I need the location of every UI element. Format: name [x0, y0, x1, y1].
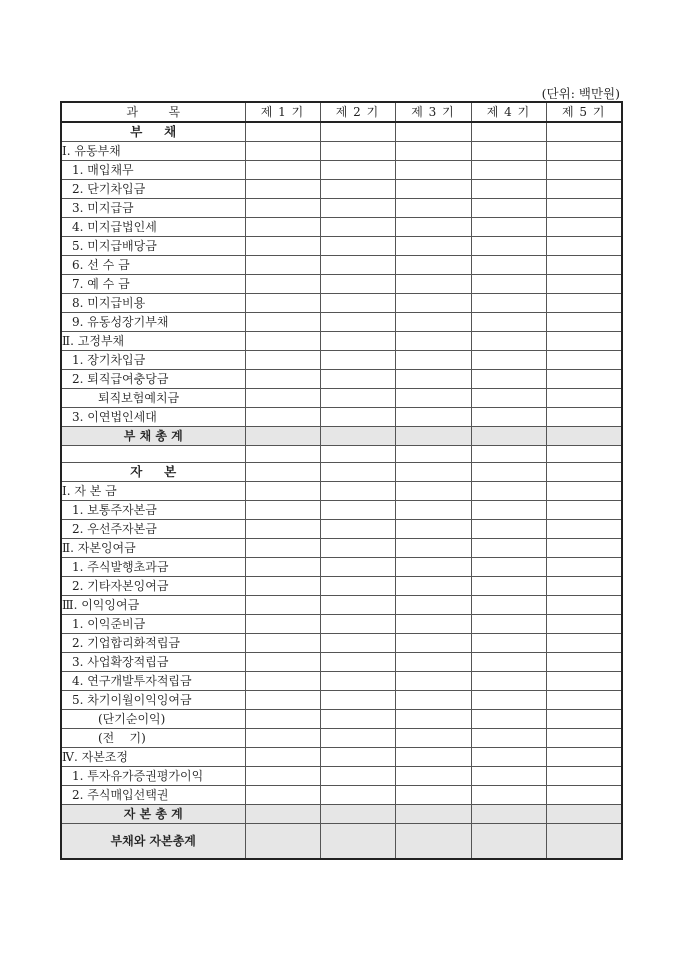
balance-sheet-table: [60, 101, 623, 860]
row-label: Ⅱ. 고정부채: [61, 332, 245, 351]
value-cell-period-5[interactable]: [546, 122, 622, 142]
row-label: 3. 사업확장적립금: [61, 653, 245, 672]
value-cell-period-4[interactable]: [471, 672, 546, 691]
value-cell-period-2[interactable]: [320, 122, 395, 142]
value-cell-period-4[interactable]: [471, 463, 546, 482]
value-cell-period-4[interactable]: [471, 161, 546, 180]
value-cell-period-3[interactable]: [395, 275, 471, 294]
table-body: [61, 122, 622, 859]
row-label: (단기순이익): [61, 710, 245, 729]
value-cell-period-1[interactable]: [245, 408, 320, 427]
value-cell-period-4[interactable]: [471, 653, 546, 672]
value-cell-period-3[interactable]: [395, 615, 471, 634]
total-label: 부 채 총 계: [61, 427, 245, 446]
table-row: [61, 482, 622, 501]
unit-label: (단위: 백만원): [541, 86, 620, 101]
value-cell-period-2[interactable]: [320, 748, 395, 767]
value-cell-period-5[interactable]: [546, 332, 622, 351]
value-cell-period-5[interactable]: [546, 691, 622, 710]
value-cell-period-5[interactable]: [546, 710, 622, 729]
row-label: (전 기): [61, 729, 245, 748]
table-row: [61, 122, 622, 142]
value-cell-period-5[interactable]: [546, 482, 622, 501]
value-cell-period-1[interactable]: [245, 482, 320, 501]
spacer-row: [61, 446, 622, 463]
value-cell-period-4[interactable]: [471, 596, 546, 615]
value-cell-period-4[interactable]: [471, 294, 546, 313]
row-label: 2. 단기차입금: [61, 180, 245, 199]
value-cell-period-5[interactable]: [546, 729, 622, 748]
row-label: 1. 투자유가증권평가이익: [61, 767, 245, 786]
value-cell-period-1[interactable]: [245, 463, 320, 482]
column-header-item: 과 목: [61, 102, 245, 122]
value-cell-period-2[interactable]: [320, 142, 395, 161]
value-cell-period-2[interactable]: [320, 634, 395, 653]
column-header-period-3: 제 3 기: [395, 102, 471, 122]
value-cell-period-5[interactable]: [546, 558, 622, 577]
value-cell-period-3[interactable]: [395, 256, 471, 275]
row-label: Ⅰ. 유동부채: [61, 142, 245, 161]
value-cell-period-1[interactable]: [245, 615, 320, 634]
row-label: Ⅳ. 자본조정: [61, 748, 245, 767]
table-row: [61, 237, 622, 256]
value-cell-period-4[interactable]: [471, 539, 546, 558]
row-label: 2. 기업합리화적립금: [61, 634, 245, 653]
row-label: 퇴직보험예치금: [61, 389, 245, 408]
table-row: [61, 294, 622, 313]
row-label: 1. 이익준비금: [61, 615, 245, 634]
table-row: [61, 256, 622, 275]
value-cell-period-3[interactable]: [395, 539, 471, 558]
value-cell-period-1[interactable]: [245, 275, 320, 294]
value-cell-period-5[interactable]: [546, 142, 622, 161]
value-cell-period-5[interactable]: [546, 161, 622, 180]
value-cell-period-1[interactable]: [245, 558, 320, 577]
value-cell-period-5[interactable]: [546, 275, 622, 294]
table-row: [61, 748, 622, 767]
table-row: [61, 539, 622, 558]
value-cell-period-3[interactable]: [395, 786, 471, 805]
value-cell-period-5[interactable]: [546, 520, 622, 539]
value-cell-period-2[interactable]: [320, 180, 395, 199]
value-cell-period-1[interactable]: [245, 672, 320, 691]
row-label: 6. 선 수 금: [61, 256, 245, 275]
value-cell-period-5[interactable]: [546, 427, 622, 446]
value-cell-period-2[interactable]: [320, 427, 395, 446]
value-cell-period-4[interactable]: [471, 786, 546, 805]
row-label: 2. 주식매입선택권: [61, 786, 245, 805]
table-row: [61, 691, 622, 710]
value-cell-period-2[interactable]: [320, 218, 395, 237]
value-cell-period-1[interactable]: [245, 653, 320, 672]
value-cell-period-2[interactable]: [320, 294, 395, 313]
value-cell-period-2[interactable]: [320, 539, 395, 558]
value-cell-period-2[interactable]: [320, 824, 395, 860]
value-cell-period-1[interactable]: [245, 142, 320, 161]
row-label: 4. 미지급법인세: [61, 218, 245, 237]
row-label: 2. 우선주자본금: [61, 520, 245, 539]
value-cell-period-1[interactable]: [245, 748, 320, 767]
table-row: [61, 389, 622, 408]
value-cell-period-4[interactable]: [471, 634, 546, 653]
value-cell-period-5[interactable]: [546, 596, 622, 615]
value-cell-period-1[interactable]: [245, 256, 320, 275]
value-cell-period-2[interactable]: [320, 577, 395, 596]
row-label: 2. 퇴직급여충당금: [61, 370, 245, 389]
row-label: 4. 연구개발투자적립금: [61, 672, 245, 691]
value-cell-period-3[interactable]: [395, 218, 471, 237]
value-cell-period-2[interactable]: [320, 161, 395, 180]
value-cell-period-3[interactable]: [395, 482, 471, 501]
section-liabilities: 부 채: [61, 122, 245, 142]
value-cell-period-1[interactable]: [245, 539, 320, 558]
value-cell-period-2[interactable]: [320, 351, 395, 370]
row-label: 5. 미지급배당금: [61, 237, 245, 256]
value-cell-period-3[interactable]: [395, 596, 471, 615]
value-cell-period-2[interactable]: [320, 313, 395, 332]
value-cell-period-2[interactable]: [320, 767, 395, 786]
value-cell-period-5[interactable]: [546, 199, 622, 218]
value-cell-period-3[interactable]: [395, 672, 471, 691]
value-cell-period-4[interactable]: [471, 501, 546, 520]
value-cell-period-5[interactable]: [546, 351, 622, 370]
value-cell-period-2[interactable]: [320, 558, 395, 577]
value-cell-period-5[interactable]: [546, 672, 622, 691]
value-cell-period-2[interactable]: [320, 389, 395, 408]
value-cell-period-2[interactable]: [320, 482, 395, 501]
value-cell-period-3[interactable]: [395, 710, 471, 729]
value-cell-period-4[interactable]: [471, 370, 546, 389]
table-row: [61, 710, 622, 729]
column-header-period-1: 제 1 기: [245, 102, 320, 122]
value-cell-period-5[interactable]: [546, 805, 622, 824]
value-cell-period-5[interactable]: [546, 786, 622, 805]
value-cell-period-1[interactable]: [245, 294, 320, 313]
value-cell-period-2[interactable]: [320, 653, 395, 672]
table-row: [61, 805, 622, 824]
row-label: 1. 장기차입금: [61, 351, 245, 370]
value-cell-period-2[interactable]: [320, 256, 395, 275]
table-row: [61, 615, 622, 634]
value-cell-period-4[interactable]: [471, 824, 546, 860]
value-cell-period-3[interactable]: [395, 370, 471, 389]
table-row: [61, 501, 622, 520]
value-cell-period-3[interactable]: [395, 161, 471, 180]
value-cell-period-4[interactable]: [471, 199, 546, 218]
total-label: 자 본 총 계: [61, 805, 245, 824]
table-row: [61, 218, 622, 237]
value-cell-period-2[interactable]: [320, 370, 395, 389]
table-row: [61, 786, 622, 805]
table-row: [61, 596, 622, 615]
value-cell-period-1[interactable]: [245, 577, 320, 596]
value-cell-period-1[interactable]: [245, 332, 320, 351]
row-label: 1. 매입채무: [61, 161, 245, 180]
value-cell-period-5[interactable]: [546, 501, 622, 520]
value-cell-period-1[interactable]: [245, 199, 320, 218]
row-label: 7. 예 수 금: [61, 275, 245, 294]
value-cell-period-5[interactable]: [546, 653, 622, 672]
table-row: [61, 199, 622, 218]
value-cell-period-5[interactable]: [546, 446, 622, 463]
value-cell-period-4[interactable]: [471, 558, 546, 577]
value-cell-period-4[interactable]: [471, 218, 546, 237]
row-label: 2. 기타자본잉여금: [61, 577, 245, 596]
value-cell-period-2[interactable]: [320, 501, 395, 520]
value-cell-period-3[interactable]: [395, 653, 471, 672]
value-cell-period-5[interactable]: [546, 313, 622, 332]
total-label: 부채와 자본총계: [61, 824, 245, 860]
value-cell-period-5[interactable]: [546, 748, 622, 767]
value-cell-period-1[interactable]: [245, 596, 320, 615]
row-label: 3. 이연법인세대: [61, 408, 245, 427]
value-cell-period-1[interactable]: [245, 313, 320, 332]
table-row: [61, 332, 622, 351]
value-cell-period-5[interactable]: [546, 634, 622, 653]
value-cell-period-3[interactable]: [395, 520, 471, 539]
value-cell-period-4[interactable]: [471, 389, 546, 408]
value-cell-period-1[interactable]: [245, 122, 320, 142]
row-label: 1. 주식발행초과금: [61, 558, 245, 577]
table-row: [61, 180, 622, 199]
value-cell-period-1[interactable]: [245, 446, 320, 463]
value-cell-period-3[interactable]: [395, 805, 471, 824]
value-cell-period-2[interactable]: [320, 332, 395, 351]
value-cell-period-1[interactable]: [245, 786, 320, 805]
value-cell-period-2[interactable]: [320, 805, 395, 824]
value-cell-period-4[interactable]: [471, 256, 546, 275]
value-cell-period-3[interactable]: [395, 427, 471, 446]
value-cell-period-1[interactable]: [245, 767, 320, 786]
value-cell-period-4[interactable]: [471, 767, 546, 786]
value-cell-period-5[interactable]: [546, 370, 622, 389]
value-cell-period-3[interactable]: [395, 634, 471, 653]
table-row: [61, 634, 622, 653]
value-cell-period-3[interactable]: [395, 313, 471, 332]
table-row: [61, 558, 622, 577]
value-cell-period-2[interactable]: [320, 710, 395, 729]
table-row: [61, 161, 622, 180]
value-cell-period-4[interactable]: [471, 237, 546, 256]
row-label: 5. 차기이월이익잉여금: [61, 691, 245, 710]
table-row: [61, 729, 622, 748]
value-cell-period-4[interactable]: [471, 142, 546, 161]
value-cell-period-3[interactable]: [395, 389, 471, 408]
value-cell-period-3[interactable]: [395, 748, 471, 767]
value-cell-period-3[interactable]: [395, 446, 471, 463]
value-cell-period-3[interactable]: [395, 122, 471, 142]
value-cell-period-2[interactable]: [320, 520, 395, 539]
table-row: [61, 142, 622, 161]
value-cell-period-3[interactable]: [395, 142, 471, 161]
header-row: [61, 102, 622, 122]
value-cell-period-2[interactable]: [320, 672, 395, 691]
table-row: [61, 275, 622, 294]
value-cell-period-1[interactable]: [245, 805, 320, 824]
table-row: [61, 351, 622, 370]
value-cell-period-2[interactable]: [320, 786, 395, 805]
value-cell-period-2[interactable]: [320, 275, 395, 294]
value-cell-period-5[interactable]: [546, 180, 622, 199]
table-row: [61, 408, 622, 427]
value-cell-period-3[interactable]: [395, 199, 471, 218]
value-cell-period-1[interactable]: [245, 180, 320, 199]
value-cell-period-3[interactable]: [395, 767, 471, 786]
value-cell-period-2[interactable]: [320, 408, 395, 427]
value-cell-period-5[interactable]: [546, 294, 622, 313]
row-label: 3. 미지급금: [61, 199, 245, 218]
value-cell-period-3[interactable]: [395, 351, 471, 370]
table-row: [61, 767, 622, 786]
table-row: [61, 653, 622, 672]
value-cell-period-5[interactable]: [546, 539, 622, 558]
value-cell-period-4[interactable]: [471, 332, 546, 351]
value-cell-period-1[interactable]: [245, 710, 320, 729]
value-cell-period-1[interactable]: [245, 389, 320, 408]
value-cell-period-1[interactable]: [245, 634, 320, 653]
value-cell-period-1[interactable]: [245, 520, 320, 539]
value-cell-period-4[interactable]: [471, 351, 546, 370]
value-cell-period-5[interactable]: [546, 824, 622, 860]
value-cell-period-1[interactable]: [245, 427, 320, 446]
value-cell-period-1[interactable]: [245, 691, 320, 710]
table-row: [61, 824, 622, 860]
value-cell-period-4[interactable]: [471, 710, 546, 729]
value-cell-period-4[interactable]: [471, 691, 546, 710]
value-cell-period-4[interactable]: [471, 729, 546, 748]
row-label: 8. 미지급비용: [61, 294, 245, 313]
row-label: Ⅰ. 자 본 금: [61, 482, 245, 501]
value-cell-period-4[interactable]: [471, 520, 546, 539]
value-cell-period-3[interactable]: [395, 824, 471, 860]
value-cell-period-1[interactable]: [245, 370, 320, 389]
value-cell-period-5[interactable]: [546, 767, 622, 786]
section-equity: 자 본: [61, 463, 245, 482]
value-cell-period-2[interactable]: [320, 237, 395, 256]
table-row: [61, 520, 622, 539]
value-cell-period-4[interactable]: [471, 615, 546, 634]
row-label: 9. 유동성장기부채: [61, 313, 245, 332]
value-cell-period-3[interactable]: [395, 577, 471, 596]
table-row: [61, 313, 622, 332]
value-cell-period-3[interactable]: [395, 691, 471, 710]
value-cell-period-4[interactable]: [471, 577, 546, 596]
value-cell-period-4[interactable]: [471, 482, 546, 501]
value-cell-period-3[interactable]: [395, 332, 471, 351]
value-cell-period-4[interactable]: [471, 180, 546, 199]
value-cell-period-2[interactable]: [320, 691, 395, 710]
value-cell-period-2[interactable]: [320, 596, 395, 615]
column-header-period-4: 제 4 기: [471, 102, 546, 122]
value-cell-period-4[interactable]: [471, 805, 546, 824]
value-cell-period-4[interactable]: [471, 122, 546, 142]
value-cell-period-4[interactable]: [471, 446, 546, 463]
table-row: [61, 672, 622, 691]
value-cell-period-3[interactable]: [395, 558, 471, 577]
value-cell-period-2[interactable]: [320, 463, 395, 482]
value-cell-period-5[interactable]: [546, 577, 622, 596]
value-cell-period-5[interactable]: [546, 389, 622, 408]
value-cell-period-2[interactable]: [320, 615, 395, 634]
value-cell-period-1[interactable]: [245, 218, 320, 237]
column-header-period-5: 제 5 기: [546, 102, 622, 122]
value-cell-period-1[interactable]: [245, 824, 320, 860]
value-cell-period-4[interactable]: [471, 748, 546, 767]
row-label: [61, 446, 245, 463]
value-cell-period-2[interactable]: [320, 729, 395, 748]
value-cell-period-2[interactable]: [320, 446, 395, 463]
value-cell-period-4[interactable]: [471, 427, 546, 446]
value-cell-period-5[interactable]: [546, 615, 622, 634]
value-cell-period-1[interactable]: [245, 161, 320, 180]
value-cell-period-4[interactable]: [471, 275, 546, 294]
table-row: [61, 370, 622, 389]
value-cell-period-3[interactable]: [395, 463, 471, 482]
value-cell-period-1[interactable]: [245, 237, 320, 256]
value-cell-period-5[interactable]: [546, 218, 622, 237]
row-label: Ⅲ. 이익잉여금: [61, 596, 245, 615]
value-cell-period-4[interactable]: [471, 313, 546, 332]
value-cell-period-5[interactable]: [546, 237, 622, 256]
value-cell-period-3[interactable]: [395, 294, 471, 313]
value-cell-period-3[interactable]: [395, 408, 471, 427]
value-cell-period-3[interactable]: [395, 237, 471, 256]
row-label: 1. 보통주자본금: [61, 501, 245, 520]
value-cell-period-5[interactable]: [546, 256, 622, 275]
value-cell-period-3[interactable]: [395, 501, 471, 520]
value-cell-period-5[interactable]: [546, 463, 622, 482]
table-row: [61, 577, 622, 596]
column-header-period-2: 제 2 기: [320, 102, 395, 122]
value-cell-period-1[interactable]: [245, 351, 320, 370]
value-cell-period-1[interactable]: [245, 501, 320, 520]
table-row: [61, 427, 622, 446]
value-cell-period-3[interactable]: [395, 729, 471, 748]
value-cell-period-1[interactable]: [245, 729, 320, 748]
row-label: Ⅱ. 자본잉여금: [61, 539, 245, 558]
value-cell-period-2[interactable]: [320, 199, 395, 218]
value-cell-period-5[interactable]: [546, 408, 622, 427]
value-cell-period-4[interactable]: [471, 408, 546, 427]
value-cell-period-3[interactable]: [395, 180, 471, 199]
table-row: [61, 463, 622, 482]
